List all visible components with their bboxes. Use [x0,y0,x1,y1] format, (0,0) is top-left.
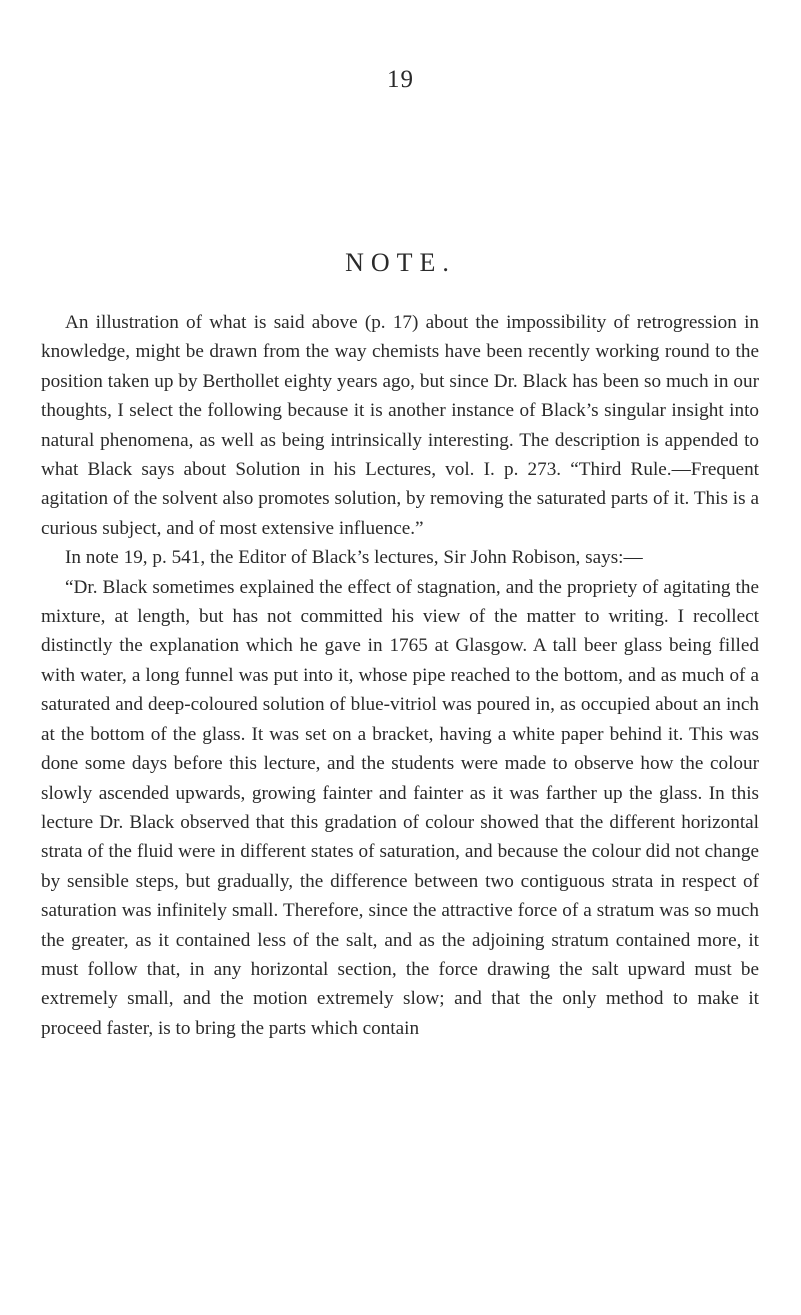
paragraph-black-quote: “Dr. Black sometimes explained the effect of stagnation, and the propriety of agitating the mixture, at length, but has not committed his view of the matter to writing. I recollect distinctly the explanation which he gave in 1765 at Glasgow. A tall beer glass being filled with water, a long funnel was put into it, whose pipe reached to the bottom, and as much of a saturated and deep-coloured solution of blue-vitriol was poured in, as occupied about an inch at the bottom of the glass. It was set on a bracket, having a white paper behind it. This was done some days before this lecture, and the students were made to observe how the colour slowly ascended upwards, growing fainter and fainter as it was farther up the glass. In this lecture Dr. Black observed that this gradation of colour showed that the different horizontal strata of the fluid were in different states of saturation, and because the colour did not change by sensible steps, but gradually, the difference between two contiguous strata in respect of saturation was infinitely small. Therefore, since the attractive force of a stratum was so much the greater, as it contained less of the salt, and as the adjoining stratum contained more, it must follow that, in any horizontal section, the force drawing the salt upward must be extremely small, and the motion extremely slow; and that the only method to make it proceed faster, is to bring the parts which contain [41,576,759,1039]
paragraph-robison-citation: In note 19, p. 541, the Editor of Black’s lectures, Sir John Robison, says:— [65,547,643,569]
body-text [41,308,759,1043]
paragraph-intro: An illustration of what is said above (p. 17) about the impossibility of retrogression in knowledge, might be drawn from the way chemists have been recently working round to the position taken up by Berthollet eighty years ago, but since Dr. Black has been so much in our thoughts, I select the following because it is another instance of Black’s singular insight into natural phenomena, as well as being intrinsically interesting. The description is appended to what Black says about Solution in his Lectures, vol. I. p. 273. “Third Rule.—Frequent agitation of the solvent also promotes solution, by removing the saturated parts of it. This is a curious subject, and of most extensive influence.” [41,312,759,539]
page-number: 19 [387,66,414,93]
note-heading: NOTE. [345,248,456,277]
